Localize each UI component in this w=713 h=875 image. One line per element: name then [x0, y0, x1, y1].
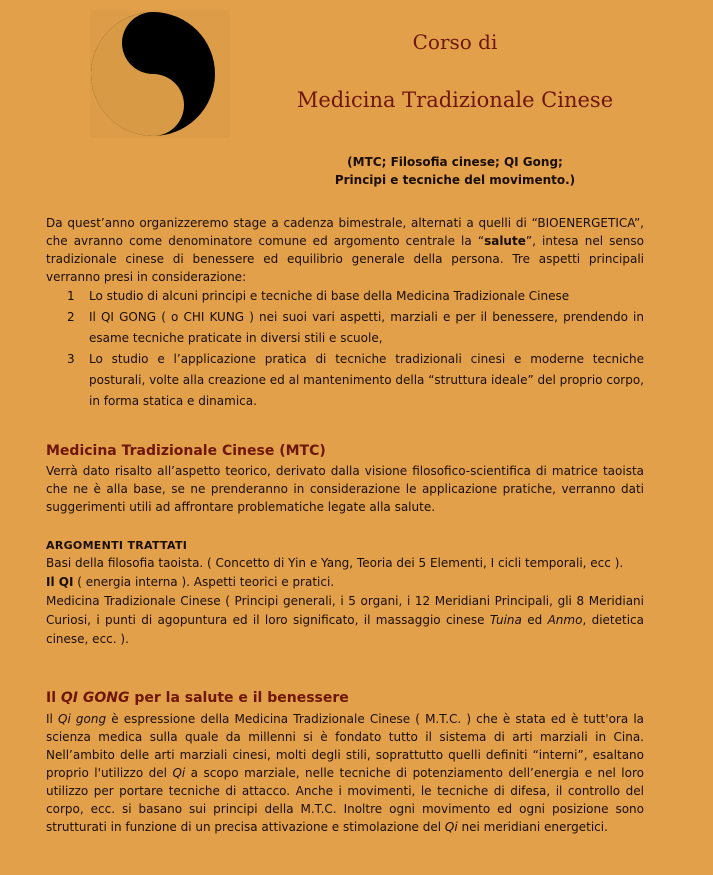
qigong-heading-end: per la salute e il benessere	[129, 690, 349, 706]
subtitle-line-1: (MTC; Filosofia cinese; QI Gong;	[347, 155, 563, 169]
argomenti-body	[46, 554, 644, 649]
argomenti-heading: ARGOMENTI TRATTATI	[46, 539, 188, 552]
title-line-2: Medicina Tradizionale Cinese	[296, 88, 614, 112]
qigong-heading	[46, 690, 349, 706]
list-number: 3	[67, 352, 75, 366]
mtc-paragraph: Verrà dato risalto all’aspetto teorico, derivato dalla visione filosofico-scientifica di matrice taoista che ne è alla base, se ne prenderanno in considerazione le applicazione pratiche, verranno dati suggerimenti utili ad affrontare problematiche legate alla salute.	[46, 464, 644, 514]
argomenti-line-2	[46, 573, 644, 592]
argomenti-line-3-end: , dietetica cinese, ecc. ).	[46, 613, 645, 646]
topics-list	[46, 286, 644, 412]
intro-text-1: Da quest’anno organizzeremo stage a cadenza bimestrale, alternati a quelli di “BIOENERGETICA”, che avranno come denominatore comune ed argomento centrale la “	[46, 216, 644, 248]
qigong-t4: nei meridiani energetici.	[457, 820, 608, 834]
list-number: 1	[67, 289, 75, 303]
qigong-heading-start: Il	[46, 690, 61, 706]
qigong-t1-italic: Qi gong	[58, 712, 107, 726]
mtc-heading: Medicina Tradizionale Cinese (MTC)	[46, 443, 326, 459]
qigong-heading-italic: QI GONG	[60, 690, 130, 706]
list-text: Il QI GONG ( o CHI KUNG ) nei suoi vari aspetti, marziali e per il benessere, prendendo in esame tecniche praticate in diversi stili e scuole,	[89, 310, 644, 345]
argomenti-line-3	[46, 592, 644, 649]
argomenti-anmo: Anmo	[547, 613, 583, 627]
subtitle-line-2: Principi e tecniche del movimento.)	[334, 173, 576, 187]
argomenti-qi-bold: Il QI	[46, 575, 74, 589]
list-item	[46, 307, 644, 349]
argomenti-tuina: Tuina	[489, 613, 522, 627]
qigong-paragraph	[46, 710, 644, 836]
qigong-t2-italic: Qi	[172, 766, 186, 780]
argomenti-line-1: Basi della filosofia taoista. ( Concetto di Yin e Yang, Teoria dei 5 Elementi, I cicli temporali, ecc ).	[46, 556, 624, 570]
intro-paragraph	[46, 214, 644, 286]
qigong-t3-italic: Qi	[444, 820, 458, 834]
list-item	[46, 349, 644, 412]
title-line-1: Corso di	[412, 30, 498, 54]
list-text: Lo studio e l’applicazione pratica di tecniche tradizionali cinesi e moderne tecniche posturali, volte alla creazione ed al mantenimento della “struttura ideale” del proprio corpo, in forma statica e dinamica.	[89, 352, 644, 408]
intro-text-2: ”, intesa nel senso tradizionale cinese di benessere ed equilibrio generale della persona. Tre aspetti principali verranno presi in considerazione:	[46, 234, 645, 284]
argomenti-line-3-mid: ed	[521, 613, 548, 627]
yin-yang-icon	[90, 10, 230, 138]
subtitle	[290, 153, 620, 189]
qigong-t1: Il	[46, 712, 59, 726]
argomenti-line-2-text: ( energia interna ). Aspetti teorici e pratici.	[73, 575, 335, 589]
list-text: Lo studio di alcuni principi e tecniche di base della Medicina Tradizionale Cinese	[89, 289, 570, 303]
list-item	[46, 286, 644, 307]
argomenti-line-3-start: Medicina Tradizionale Cinese ( Principi generali, i 5 organi, i 12 Meridiani Principali, gli 8 Meridiani Curiosi, i punti di agopuntura ed il loro significato, il massaggio cinese	[46, 594, 644, 627]
qigong-t3: a scopo marziale, nelle tecniche di potenziamento dell’energia e nel loro utilizzo per portare tecniche di attacco. Anche i movimenti, le tecniche di difesa, il controllo del corpo, ecc. si basano sui principi della M.T.C. Inoltre ogni movimento ed ogni posizione sono strutturati in funzione di un precisa attivazione e stimolazione del	[46, 766, 644, 834]
qigong-t2: è espressione della Medicina Tradizionale Cinese ( M.T.C. ) che è stata ed è tutt'ora la scienza medica sulla quale da millenni si è fondato tutto il sistema di arti marziali in Cina. Nell’ambito delle arti marziali cinesi, molti degli stili, soprattutto quelli definiti “interni”, esaltano proprio l'utilizzo del	[46, 712, 645, 780]
intro-text-bold: salute	[484, 234, 526, 248]
list-number: 2	[67, 310, 75, 324]
logo	[90, 10, 230, 138]
